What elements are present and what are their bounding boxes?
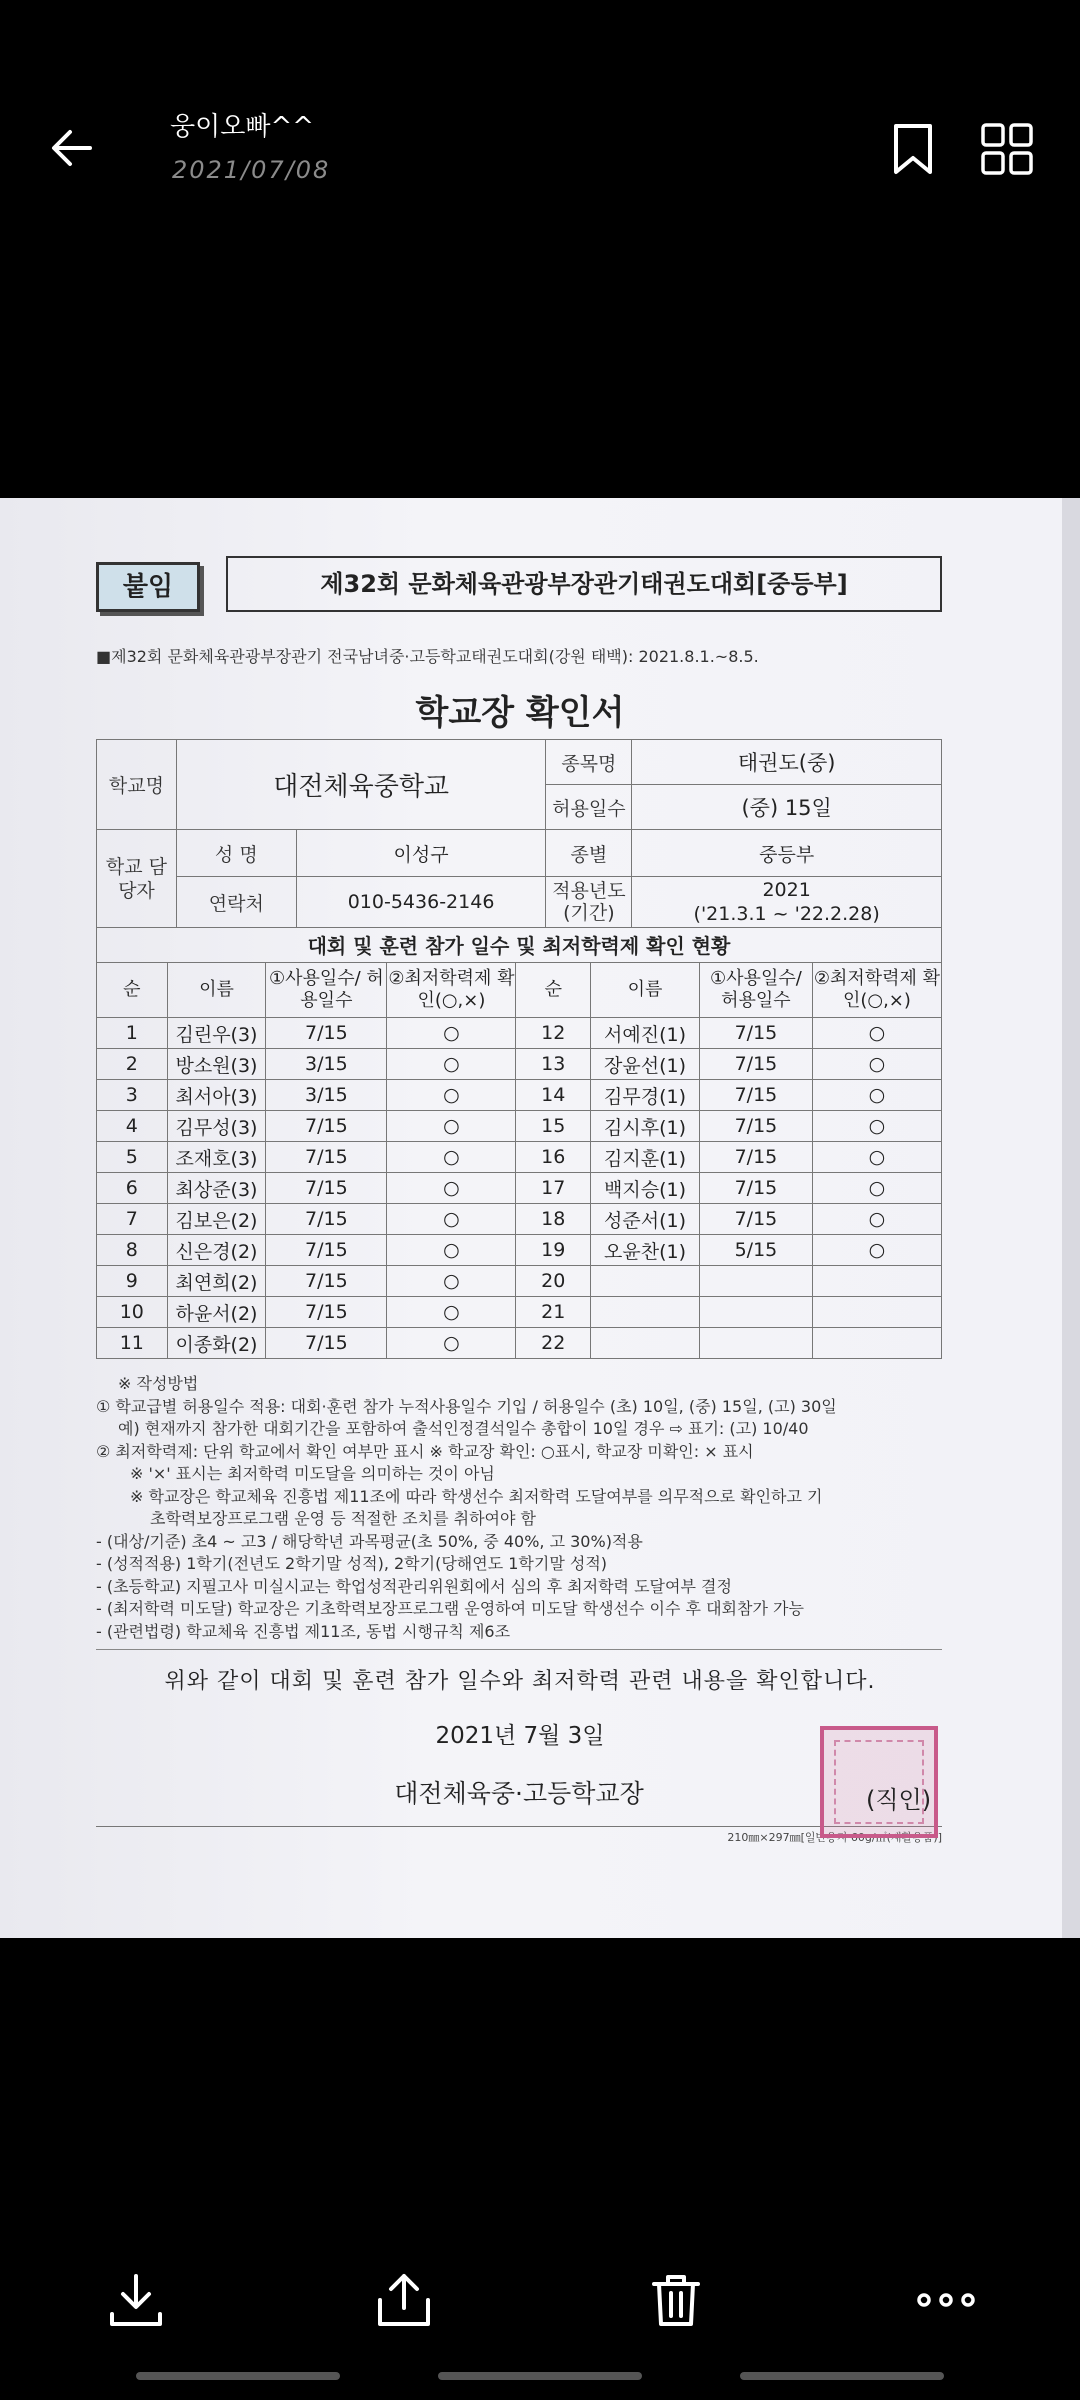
- division-label: 종별: [546, 830, 632, 877]
- download-button[interactable]: [106, 2270, 166, 2330]
- table-row: [97, 1080, 942, 1111]
- cell-no: 12: [516, 1018, 591, 1049]
- cell-days: 7/15: [266, 1018, 387, 1049]
- seal-label: (직인): [866, 1786, 932, 1814]
- note-line: ① 학교급별 허용일수 적용: 대회·훈련 참가 누적사용일수 기입 / 허용일수 (초) 10일, (중) 15일, (고) 30일: [96, 1396, 837, 1416]
- cell-name: [591, 1297, 700, 1328]
- cell-name: 성준서(1): [591, 1204, 700, 1235]
- cell-days: 7/15: [699, 1142, 812, 1173]
- table-row: [97, 1204, 942, 1235]
- footer-line: [96, 1826, 942, 1827]
- cell-no: 15: [516, 1111, 591, 1142]
- cell-check: ○: [812, 1018, 941, 1049]
- note-line: 초학력보장프로그램 운영 등 적절한 조치를 취하여야 함: [150, 1509, 537, 1528]
- cell-no: 3: [97, 1080, 168, 1111]
- col-name: 이름: [167, 963, 266, 1018]
- cell-check: ○: [812, 1049, 941, 1080]
- top-bar: [0, 0, 1080, 300]
- table-row: [97, 1142, 942, 1173]
- cell-check: ○: [387, 1111, 516, 1142]
- cell-name: 서예진(1): [591, 1018, 700, 1049]
- cell-days: [699, 1297, 812, 1328]
- cell-name: 이종화(2): [167, 1328, 266, 1359]
- table-row: [97, 1018, 942, 1049]
- cell-days: 7/15: [699, 1018, 812, 1049]
- col-no: 순: [516, 963, 591, 1018]
- system-nav-back[interactable]: [740, 2372, 944, 2380]
- note-line: - (초등학교) 지필고사 미실시교는 학업성적관리위원회에서 심의 후 최저학력 도달여부 결정: [96, 1576, 732, 1596]
- cell-name: 김보은(2): [167, 1204, 266, 1235]
- cell-no: 22: [516, 1328, 591, 1359]
- cell-check: ○: [812, 1204, 941, 1235]
- paper-edge: [1062, 498, 1080, 1938]
- cell-check: ○: [387, 1328, 516, 1359]
- cell-check: [812, 1297, 941, 1328]
- allowed-days-value: (중) 15일: [632, 785, 942, 830]
- cell-days: 7/15: [266, 1111, 387, 1142]
- cell-no: 7: [97, 1204, 168, 1235]
- event-value: 태권도(중): [632, 740, 942, 785]
- share-icon: [374, 2270, 434, 2330]
- note-line: - (성적적용) 1학기(전년도 2학기말 성적), 2학기(당해연도 1학기말 성적): [96, 1554, 608, 1573]
- cell-days: 7/15: [699, 1080, 812, 1111]
- manager-label: 학교 담당자: [97, 830, 177, 928]
- cell-check: ○: [387, 1204, 516, 1235]
- cell-name: 최연희(2): [167, 1266, 266, 1297]
- cell-days: 7/15: [266, 1204, 387, 1235]
- cell-check: ○: [387, 1080, 516, 1111]
- attachment-tag: 붙임: [96, 562, 200, 612]
- col-check: ②최저학력제 확인(○,×): [387, 963, 516, 1018]
- cell-days: 7/15: [699, 1049, 812, 1080]
- cell-no: 2: [97, 1049, 168, 1080]
- cell-name: 김지훈(1): [591, 1142, 700, 1173]
- cell-no: 8: [97, 1235, 168, 1266]
- cell-check: ○: [387, 1049, 516, 1080]
- cell-no: 21: [516, 1297, 591, 1328]
- cell-no: 4: [97, 1111, 168, 1142]
- note-line: - (관련법령) 학교체육 진흥법 제11조, 동법 시행규칙 제6조: [96, 1621, 511, 1641]
- table-row: [97, 1297, 942, 1328]
- cell-check: [812, 1266, 941, 1297]
- delete-button[interactable]: [646, 2270, 706, 2330]
- cell-check: ○: [387, 1173, 516, 1204]
- back-arrow-icon: [46, 118, 106, 178]
- notes-heading: ※ 작성방법: [118, 1374, 199, 1393]
- note-line: 예) 현재까지 참가한 대회기간을 포함하여 출석인정결석일수 총합이 10일 경우 ⇨ 표기: (고) 10/40: [118, 1419, 809, 1438]
- event-label: 종목명: [546, 740, 632, 785]
- col-name: 이름: [591, 963, 700, 1018]
- cell-no: 17: [516, 1173, 591, 1204]
- download-icon: [106, 2270, 166, 2330]
- cell-name: 최서아(3): [167, 1080, 266, 1111]
- cell-name: 하윤서(2): [167, 1297, 266, 1328]
- bookmark-icon: [888, 122, 938, 176]
- cell-days: 5/15: [699, 1235, 812, 1266]
- bookmark-button[interactable]: [888, 122, 938, 176]
- cell-days: 7/15: [699, 1204, 812, 1235]
- contact-label: 연락처: [176, 877, 296, 928]
- divider: [96, 1649, 942, 1650]
- author-name: 웅이오빠^^: [170, 112, 315, 142]
- cell-no: 16: [516, 1142, 591, 1173]
- cell-days: 7/15: [266, 1142, 387, 1173]
- cell-check: ○: [812, 1111, 941, 1142]
- table-row: [97, 1173, 942, 1204]
- cell-no: 13: [516, 1049, 591, 1080]
- competition-header: 제32회 문화체육관광부장관기태권도대회[중등부]: [226, 556, 942, 612]
- cell-name: 조재호(3): [167, 1142, 266, 1173]
- school-label: 학교명: [97, 740, 177, 830]
- table-row: [97, 1328, 942, 1359]
- cell-name: [591, 1328, 700, 1359]
- note-line: ※ '×' 표시는 최저학력 미도달을 의미하는 것이 아님: [130, 1464, 495, 1483]
- cell-name: 최상준(3): [167, 1173, 266, 1204]
- cell-name: 신은경(2): [167, 1235, 266, 1266]
- cell-name: 장윤선(1): [591, 1049, 700, 1080]
- cell-days: 7/15: [699, 1173, 812, 1204]
- cell-no: 9: [97, 1266, 168, 1297]
- cell-days: [699, 1266, 812, 1297]
- confirmation-text: 위와 같이 대회 및 훈련 참가 일수와 최저학력 관련 내용을 확인합니다.: [164, 1669, 876, 1694]
- cell-name: 김무성(3): [167, 1111, 266, 1142]
- system-nav-recent[interactable]: [136, 2372, 340, 2380]
- share-button[interactable]: [374, 2270, 434, 2330]
- more-button[interactable]: [916, 2270, 976, 2330]
- cell-check: ○: [387, 1018, 516, 1049]
- back-button[interactable]: [46, 118, 106, 178]
- cell-check: ○: [812, 1235, 941, 1266]
- certificate-document: [96, 556, 944, 1845]
- contact-value: 010-5436-2146: [296, 877, 546, 928]
- cell-check: [812, 1328, 941, 1359]
- system-nav-home[interactable]: [438, 2372, 642, 2380]
- cell-check: ○: [812, 1173, 941, 1204]
- cell-days: 3/15: [266, 1049, 387, 1080]
- cell-no: 1: [97, 1018, 168, 1049]
- cell-check: ○: [387, 1235, 516, 1266]
- table-row: [97, 1049, 942, 1080]
- roster-header-row: [97, 963, 942, 1018]
- cell-days: 7/15: [266, 1266, 387, 1297]
- cell-days: [699, 1328, 812, 1359]
- cell-days: 7/15: [699, 1111, 812, 1142]
- cell-check: ○: [812, 1080, 941, 1111]
- document-photo[interactable]: [0, 498, 1080, 1938]
- info-table: [96, 739, 942, 928]
- more-icon: [916, 2270, 976, 2330]
- writing-instructions: [96, 1373, 944, 1643]
- cell-no: 19: [516, 1235, 591, 1266]
- year-label: 적용년도 (기간): [546, 877, 632, 928]
- cell-check: ○: [387, 1297, 516, 1328]
- cell-days: 7/15: [266, 1328, 387, 1359]
- table-row: [97, 1266, 942, 1297]
- note-line: - (최저학력 미도달) 학교장은 기초학력보장프로그램 운영하여 미도달 학생선수 이수 후 대회참가 가능: [96, 1599, 804, 1618]
- col-no: 순: [97, 963, 168, 1018]
- cell-name: 김린우(3): [167, 1018, 266, 1049]
- roster-table: [96, 962, 942, 1359]
- cell-no: 14: [516, 1080, 591, 1111]
- event-line: ■제32회 문화체육관광부장관기 전국남녀중·고등학교태권도대회(강원 태백): 2021.8.1.~8.5.: [96, 647, 759, 666]
- col-days: ①사용일수/ 허용일수: [266, 963, 387, 1018]
- document-header: [96, 556, 944, 616]
- paper-spec: 210㎜×297㎜[일반용지 60g/㎡(재활용품)]: [727, 1831, 942, 1844]
- note-line: ※ 학교장은 학교체육 진흥법 제11조에 따라 학생선수 최저학력 도달여부를 의무적으로 확인하고 기: [130, 1486, 823, 1506]
- cell-no: 10: [97, 1297, 168, 1328]
- school-name: 대전체육중학교: [176, 740, 546, 830]
- note-line: - (대상/기준) 초4 ~ 고3 / 해당학년 과목평균(초 50%, 중 40%, 고 30%)적용: [96, 1531, 643, 1551]
- col-check: ②최저학력제 확인(○,×): [812, 963, 941, 1018]
- name-label: 성 명: [176, 830, 296, 877]
- sign-date: 2021년 7월 3일: [435, 1723, 605, 1749]
- allowed-days-label: 허용일수: [546, 785, 632, 830]
- cell-name: 김시후(1): [591, 1111, 700, 1142]
- signature-row: [96, 1764, 944, 1824]
- grid-icon: [980, 122, 1034, 176]
- cell-days: 7/15: [266, 1235, 387, 1266]
- cell-no: 20: [516, 1266, 591, 1297]
- division-value: 중등부: [632, 830, 942, 877]
- table-row: [97, 1235, 942, 1266]
- cell-days: 3/15: [266, 1080, 387, 1111]
- trash-icon: [646, 2270, 706, 2330]
- roster-title: 대회 및 훈련 참가 일수 및 최저학력제 확인 현황: [96, 928, 942, 962]
- cell-no: 18: [516, 1204, 591, 1235]
- grid-view-button[interactable]: [980, 122, 1034, 176]
- cell-check: ○: [387, 1142, 516, 1173]
- post-date: 2021/07/08: [172, 156, 331, 184]
- col-days: ①사용일수/ 허용일수: [699, 963, 812, 1018]
- year-value: 2021: [762, 879, 811, 901]
- cell-name: 백지승(1): [591, 1173, 700, 1204]
- cell-no: 6: [97, 1173, 168, 1204]
- period-value: ('21.3.1 ~ '22.2.28): [693, 903, 880, 925]
- year-cell: [632, 877, 942, 928]
- document-title: 학교장 확인서: [415, 693, 625, 733]
- cell-no: 5: [97, 1142, 168, 1173]
- cell-check: ○: [812, 1142, 941, 1173]
- cell-no: 11: [97, 1328, 168, 1359]
- cell-name: [591, 1266, 700, 1297]
- cell-name: 김무경(1): [591, 1080, 700, 1111]
- manager-name: 이성구: [296, 830, 546, 877]
- cell-name: 오윤찬(1): [591, 1235, 700, 1266]
- table-row: [97, 1111, 942, 1142]
- cell-check: ○: [387, 1266, 516, 1297]
- cell-days: 7/15: [266, 1173, 387, 1204]
- cell-days: 7/15: [266, 1297, 387, 1328]
- signer-name: 대전체육중·고등학교장: [394, 1779, 644, 1808]
- cell-name: 방소원(3): [167, 1049, 266, 1080]
- note-line: ② 최저학력제: 단위 학교에서 확인 여부만 표시 ※ 학교장 확인: ○표시, 학교장 미확인: × 표시: [96, 1441, 754, 1461]
